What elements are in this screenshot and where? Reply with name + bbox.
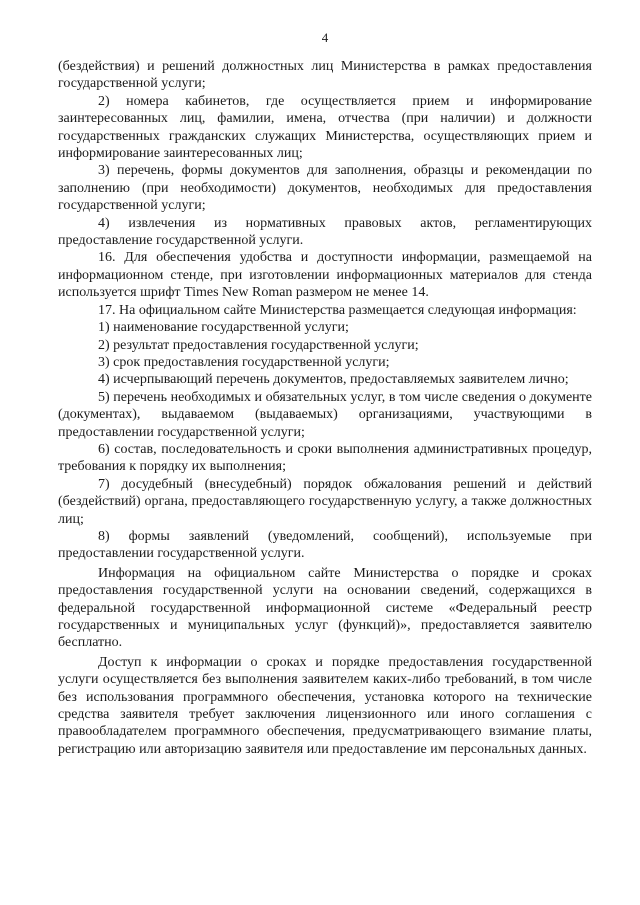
website-list-item-6: 6) состав, последовательность и сроки выполнения административных процедур, требования к порядку их выполнения;: [58, 441, 592, 475]
website-list-item-7: 7) досудебный (внесудебный) порядок обжалования решений и действий (бездействий) органа, предоставляющего государственную услугу, а также должностных лиц;: [58, 476, 592, 527]
website-list-item-1: 1) наименование государственной услуги;: [98, 320, 349, 336]
list-item-4-legal-extracts: 4) извлечения из нормативных правовых актов, регламентирующих предоставление государственной услуги.: [58, 215, 592, 249]
website-list-item-2: 2) результат предоставления государственной услуги;: [98, 337, 419, 353]
website-list-item-4: 4) исчерпывающий перечень документов, предоставляемых заявителем лично;: [98, 372, 569, 388]
paragraph-continuation: (бездействия) и решений должностных лиц Министерства в рамках предоставления государственной услуги;: [58, 59, 592, 92]
clause-16-font-requirements: 16. Для обеспечения удобства и доступности информации, размещаемой на информационном стенде, при изготовлении информационных материалов для стенда используется шрифт Times New Roman размером не менее 14.: [58, 250, 592, 301]
paragraph-access-conditions: Доступ к информации о сроках и порядке предоставления государственной услуги осуществляется без выполнения заявителем каких-либо требований, в том числе без использования программного обеспечения, установка которого на технические средства заявителя требует заключения лицензионного или иного соглашения с правообладателем программного обеспечения, предусматривающего взимание платы, регистрацию или авторизацию заявителя или предоставление им персональных данных.: [58, 654, 592, 757]
website-list-item-5: 5) перечень необходимых и обязательных услуг, в том числе сведения о документе (документах), выдаваемом (выдаваемых) организациями, участвующими в предоставлении государственной услуги;: [58, 389, 592, 440]
list-item-3-document-forms: 3) перечень, формы документов для заполнения, образцы и рекомендации по заполнению (при необходимости) документов, необходимых для предоставления государственной услуги;: [58, 163, 592, 214]
page-number: 4: [321, 30, 329, 45]
document-page: [58, 30, 592, 758]
clause-17-website-info: 17. На официальном сайте Министерства размещается следующая информация:: [98, 302, 577, 318]
list-item-2-room-numbers: 2) номера кабинетов, где осуществляется прием и информирование заинтересованных лиц, фамилии, имена, отчества (при наличии) и должности государственных гражданских служащих Министерства, осуществляющих прием и информирование заинтересованных лиц;: [58, 93, 592, 162]
paragraph-website-info-free: Информация на официальном сайте Министерства о порядке и сроках предоставления государственной услуги на основании сведений, содержащихся в федеральной государственной информационной системе «Федеральный реестр государственных и муниципальных услуг (функций)», предоставляется заявителю бесплатно.: [58, 565, 592, 651]
website-list-item-8: 8) формы заявлений (уведомлений, сообщений), используемые при предоставлении государственной услуги.: [58, 528, 592, 562]
website-list-item-3: 3) срок предоставления государственной услуги;: [98, 354, 390, 370]
